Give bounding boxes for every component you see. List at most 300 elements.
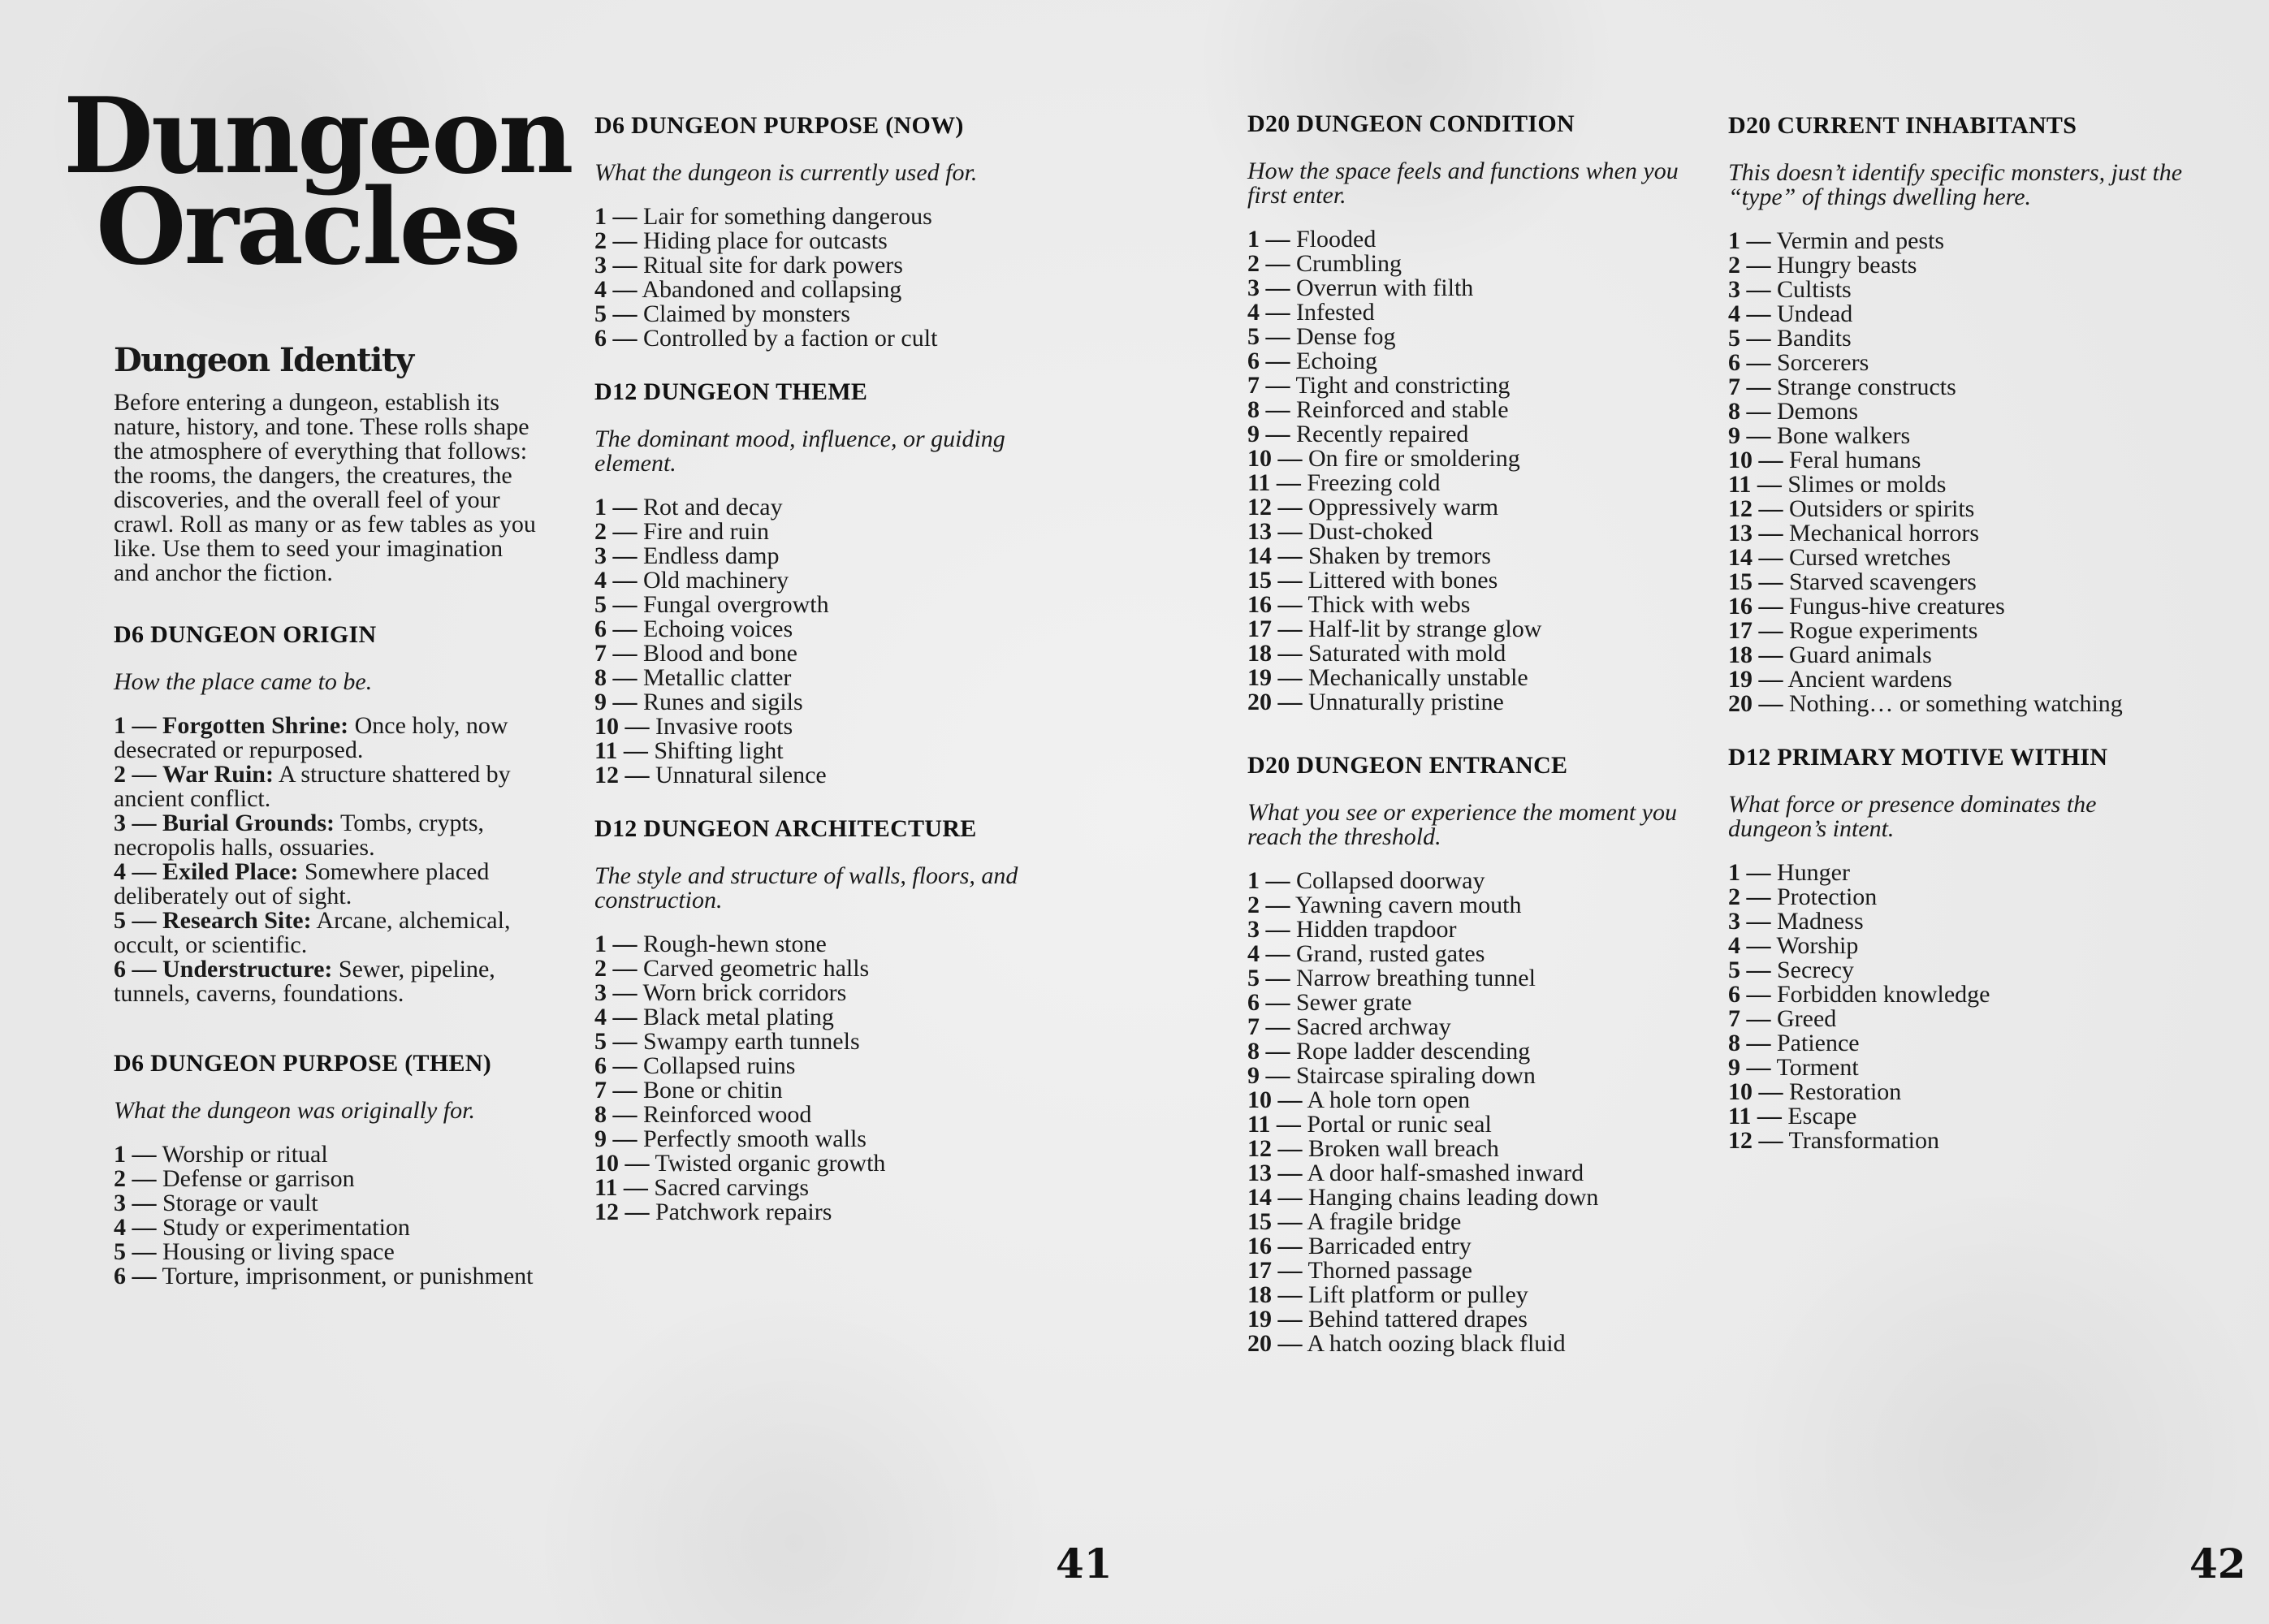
purpose-then-list — [114, 1142, 536, 1289]
condition-desc: How the space feels and functions when you first enter. — [1247, 158, 1679, 209]
list-item — [594, 229, 1025, 253]
item-text: Barricaded entry — [1308, 1233, 1472, 1259]
list-item — [1728, 546, 2183, 570]
item-text: Blood and bone — [643, 640, 797, 667]
item-text: Study or experimentation — [162, 1214, 410, 1241]
item-text: Freezing cold — [1307, 469, 1441, 496]
list-item — [1728, 861, 2183, 885]
list-item — [594, 520, 1025, 544]
list-item — [114, 1142, 536, 1167]
list-item — [594, 495, 1025, 520]
list-item — [1728, 424, 2183, 448]
item-text: Twisted organic growth — [655, 1150, 886, 1177]
item-number: 3 — — [594, 979, 637, 1006]
list-item — [1247, 349, 1686, 374]
list-item — [594, 1030, 1025, 1054]
list-item — [1247, 1039, 1686, 1064]
item-number: 5 — — [114, 907, 157, 934]
list-item — [1247, 1088, 1686, 1112]
item-text: Outsiders or spirits — [1789, 495, 1975, 522]
list-item — [1247, 1234, 1686, 1259]
page-title — [63, 76, 572, 288]
identity-heading: Dungeon Identity — [114, 341, 413, 379]
item-text: Behind tattered drapes — [1308, 1306, 1528, 1332]
item-number: 11 — — [594, 1174, 648, 1201]
list-item — [1728, 594, 2183, 619]
item-number: 18 — — [1247, 1281, 1303, 1308]
list-item — [1728, 229, 2183, 253]
list-item — [1247, 1112, 1686, 1137]
item-number: 3 — — [114, 1190, 157, 1216]
item-number: 9 — — [594, 1125, 637, 1152]
item-text: Sorcerers — [1777, 349, 1869, 376]
list-item — [594, 1005, 1025, 1030]
item-text: Patchwork repairs — [655, 1199, 832, 1225]
item-text: Collapsed doorway — [1296, 867, 1485, 894]
list-item — [1247, 495, 1686, 520]
item-number: 1 — — [114, 712, 157, 739]
motive-list — [1728, 861, 2183, 1153]
origin-desc: How the place came to be. — [114, 668, 373, 695]
inhabitants-list — [1728, 229, 2183, 716]
item-text: Narrow breathing tunnel — [1296, 965, 1536, 991]
purpose-then-desc: What the dungeon was originally for. — [114, 1097, 475, 1124]
list-item — [1247, 1161, 1686, 1186]
item-text: Forbidden knowledge — [1777, 981, 1990, 1008]
item-text: Recently repaired — [1296, 421, 1469, 447]
item-text: Oppressively warm — [1308, 494, 1499, 520]
item-number: 7 — — [594, 1077, 637, 1104]
item-number: 15 — — [1247, 1208, 1303, 1235]
list-item — [114, 811, 536, 860]
item-text: Abandoned and collapsing — [642, 276, 902, 303]
purpose-now-desc: What the dungeon is currently used for. — [594, 159, 978, 186]
list-item — [1247, 325, 1686, 349]
list-item — [1728, 448, 2183, 473]
list-item — [594, 1127, 1025, 1151]
item-number: 1 — — [594, 203, 637, 230]
list-item — [1247, 1210, 1686, 1234]
list-item — [114, 1191, 536, 1216]
item-label: Forgotten Shrine: — [162, 712, 349, 739]
list-item — [594, 1103, 1025, 1127]
item-number: 9 — — [1728, 1054, 1771, 1081]
list-item — [1247, 398, 1686, 422]
item-text: Echoing voices — [643, 615, 793, 642]
item-text: A hatch oozing black fluid — [1307, 1330, 1566, 1357]
list-item — [594, 932, 1025, 957]
item-text: Guard animals — [1789, 641, 1932, 668]
list-item — [594, 544, 1025, 568]
item-text: Hungry beasts — [1777, 252, 1917, 279]
list-item — [594, 957, 1025, 981]
condition-list — [1247, 227, 1686, 715]
list-item — [594, 739, 1025, 763]
list-item — [594, 568, 1025, 593]
list-item — [594, 1151, 1025, 1176]
item-text: Bandits — [1777, 325, 1852, 352]
item-number: 8 — — [1247, 396, 1290, 423]
item-number: 4 — — [1247, 299, 1290, 326]
item-number: 12 — — [594, 1199, 650, 1225]
list-item — [1247, 300, 1686, 325]
item-number: 16 — — [1247, 591, 1303, 618]
item-text: Thorned passage — [1307, 1257, 1472, 1284]
item-number: 7 — — [1247, 1013, 1290, 1040]
item-number: 12 — — [1728, 1127, 1783, 1154]
item-number: 1 — — [1728, 859, 1771, 886]
item-text: Shaken by tremors — [1308, 542, 1491, 569]
item-text: Escape — [1787, 1103, 1857, 1129]
item-text: Mechanical horrors — [1789, 520, 1980, 546]
list-item — [1247, 447, 1686, 471]
list-item — [1247, 1307, 1686, 1332]
list-item — [114, 860, 536, 909]
item-text: Undead — [1777, 300, 1853, 327]
item-number: 2 — — [114, 1165, 157, 1192]
item-number: 9 — — [594, 689, 637, 715]
item-text: Feral humans — [1789, 447, 1921, 473]
list-item — [1728, 278, 2183, 302]
item-number: 20 — — [1247, 689, 1303, 715]
item-number: 3 — — [1728, 276, 1771, 303]
item-number: 8 — — [594, 664, 637, 691]
item-text: Cursed wretches — [1789, 544, 1951, 571]
list-item — [1247, 641, 1686, 666]
item-number: 20 — — [1728, 690, 1783, 717]
item-text: Lift platform or pulley — [1308, 1281, 1528, 1308]
purpose-now-title: D6 DUNGEON PURPOSE (NOW) — [594, 112, 964, 139]
item-text: Worn brick corridors — [642, 979, 847, 1006]
item-number: 6 — — [594, 1052, 637, 1079]
item-text: A fragile bridge — [1307, 1208, 1462, 1235]
item-text: Runes and sigils — [643, 689, 803, 715]
list-item — [114, 714, 536, 762]
item-number: 10 — — [594, 1150, 650, 1177]
list-item — [1247, 520, 1686, 544]
item-number: 10 — — [1247, 445, 1303, 472]
list-item — [1247, 471, 1686, 495]
item-number: 18 — — [1247, 640, 1303, 667]
item-text: Mechanically unstable — [1308, 664, 1528, 691]
item-number: 20 — — [1247, 1330, 1303, 1357]
list-item — [114, 762, 536, 811]
item-number: 19 — — [1728, 666, 1783, 693]
item-number: 14 — — [1247, 542, 1303, 569]
item-text: A hole torn open — [1307, 1086, 1471, 1113]
item-number: 2 — — [594, 518, 637, 545]
list-item — [1247, 966, 1686, 991]
item-text: Flooded — [1296, 226, 1377, 253]
item-text: Starved scavengers — [1789, 568, 1977, 595]
item-text: Carved geometric halls — [643, 955, 870, 982]
list-item — [1728, 934, 2183, 958]
list-item — [1728, 1056, 2183, 1080]
list-item — [1247, 276, 1686, 300]
list-item — [114, 1167, 536, 1191]
list-item — [1728, 643, 2183, 667]
list-item — [114, 909, 536, 957]
origin-title: D6 DUNGEON ORIGIN — [114, 621, 377, 648]
item-text: Half-lit by strange glow — [1308, 615, 1542, 642]
item-text: Vermin and pests — [1776, 227, 1945, 254]
list-item — [1728, 692, 2183, 716]
item-number: 3 — — [1247, 274, 1290, 301]
inhabitants-title: D20 CURRENT INHABITANTS — [1728, 112, 2077, 139]
item-number: 6 — — [1247, 348, 1290, 374]
item-text: Demons — [1777, 398, 1858, 425]
item-number: 9 — — [1728, 422, 1771, 449]
item-text: Tight and constricting — [1295, 372, 1511, 399]
item-text: Broken wall breach — [1308, 1135, 1499, 1162]
item-number: 2 — — [1728, 252, 1771, 279]
item-text: Rot and decay — [643, 494, 783, 520]
item-text: Invasive roots — [655, 713, 793, 740]
item-text: Swampy earth tunnels — [643, 1028, 860, 1055]
list-item — [1728, 619, 2183, 643]
item-label: Exiled Place: — [162, 858, 299, 885]
item-number: 5 — — [1247, 965, 1290, 991]
item-number: 5 — — [594, 300, 637, 327]
list-item — [1247, 252, 1686, 276]
item-number: 9 — — [1247, 1062, 1290, 1089]
list-item — [1247, 1137, 1686, 1161]
item-number: 3 — — [1728, 908, 1771, 935]
item-number: 5 — — [1728, 325, 1771, 352]
item-number: 9 — — [1247, 421, 1290, 447]
item-text: Bone or chitin — [643, 1077, 783, 1104]
item-number: 4 — — [594, 276, 637, 303]
list-item — [1247, 617, 1686, 641]
item-number: 6 — — [1728, 349, 1771, 376]
item-text: Nothing… or something watching — [1789, 690, 2123, 717]
item-number: 18 — — [1728, 641, 1783, 668]
list-item — [594, 981, 1025, 1005]
item-text: Torment — [1776, 1054, 1859, 1081]
list-item — [114, 1240, 536, 1264]
item-text: Worship or ritual — [162, 1141, 328, 1168]
item-text: Grand, rusted gates — [1296, 940, 1485, 967]
item-number: 10 — — [1247, 1086, 1303, 1113]
item-number: 4 — — [594, 567, 637, 594]
item-number: 6 — — [114, 1263, 157, 1289]
list-item — [1728, 497, 2183, 521]
list-item — [1247, 942, 1686, 966]
item-text: Reinforced and stable — [1296, 396, 1509, 423]
theme-title: D12 DUNGEON THEME — [594, 378, 868, 405]
item-text: Controlled by a faction or cult — [643, 325, 938, 352]
item-number: 19 — — [1247, 1306, 1303, 1332]
item-number: 4 — — [114, 1214, 157, 1241]
list-item — [1728, 521, 2183, 546]
item-text: Black metal plating — [643, 1004, 834, 1030]
item-text: Overrun with filth — [1296, 274, 1474, 301]
item-text: Hiding place for outcasts — [643, 227, 888, 254]
item-number: 2 — — [1728, 883, 1771, 910]
item-number: 4 — — [1728, 932, 1771, 959]
item-text: Rough-hewn stone — [643, 931, 827, 957]
theme-desc: The dominant mood, influence, or guiding element. — [594, 425, 1005, 477]
list-item — [594, 253, 1025, 278]
architecture-title: D12 DUNGEON ARCHITECTURE — [594, 815, 977, 842]
list-item — [594, 302, 1025, 326]
list-item — [1728, 958, 2183, 983]
list-item — [1728, 375, 2183, 400]
item-text: Unnaturally pristine — [1308, 689, 1504, 715]
item-text: A structure shattered by ancient conflict. — [114, 761, 511, 812]
item-text: Cultists — [1777, 276, 1852, 303]
item-text: Bone walkers — [1777, 422, 1911, 449]
item-text: Secrecy — [1777, 957, 1854, 983]
list-item — [1728, 983, 2183, 1007]
list-item — [594, 205, 1025, 229]
item-text: Fungal overgrowth — [643, 591, 829, 618]
architecture-desc: The style and structure of walls, floors, and construction. — [594, 862, 1018, 914]
list-item — [1247, 1064, 1686, 1088]
item-number: 8 — — [1247, 1038, 1290, 1065]
item-text: Slimes or molds — [1787, 471, 1947, 498]
list-item — [1247, 666, 1686, 690]
list-item — [1247, 869, 1686, 893]
item-text: Rogue experiments — [1789, 617, 1978, 644]
item-text: Rope ladder descending — [1296, 1038, 1531, 1065]
item-number: 11 — — [1728, 471, 1782, 498]
list-item — [594, 593, 1025, 617]
item-text: Saturated with mold — [1308, 640, 1506, 667]
item-number: 1 — — [594, 494, 637, 520]
list-item — [1247, 1332, 1686, 1356]
item-text: Echoing — [1296, 348, 1377, 374]
item-number: 15 — — [1728, 568, 1783, 595]
item-number: 2 — — [594, 227, 637, 254]
entrance-desc: What you see or experience the moment you reach the threshold. — [1247, 799, 1677, 850]
architecture-list — [594, 932, 1025, 1224]
item-text: Once holy, now desecrated or repurposed. — [114, 712, 508, 763]
item-text: Yawning cavern mouth — [1294, 892, 1522, 918]
item-number: 11 — — [1728, 1103, 1782, 1129]
item-number: 10 — — [1728, 447, 1783, 473]
item-text: Sewer, pipeline, tunnels, caverns, foundations. — [114, 956, 495, 1007]
item-text: Hidden trapdoor — [1296, 916, 1457, 943]
list-item — [1247, 544, 1686, 568]
item-number: 11 — — [594, 737, 648, 764]
item-text: Worship — [1776, 932, 1859, 959]
item-text: Shifting light — [654, 737, 784, 764]
item-number: 6 — — [114, 956, 157, 983]
item-number: 19 — — [1247, 664, 1303, 691]
list-item — [594, 326, 1025, 351]
item-text: Collapsed ruins — [643, 1052, 796, 1079]
item-text: Madness — [1777, 908, 1864, 935]
list-item — [1728, 1104, 2183, 1129]
list-item — [1247, 690, 1686, 715]
list-item — [594, 1176, 1025, 1200]
page-number-left: 41 — [1056, 1540, 1113, 1587]
list-item — [1247, 1259, 1686, 1283]
page-number-right: 42 — [2189, 1540, 2246, 1587]
item-text: Portal or runic seal — [1307, 1111, 1492, 1138]
item-text: Sacred archway — [1296, 1013, 1451, 1040]
list-item — [594, 763, 1025, 788]
purpose-now-list — [594, 205, 1025, 351]
item-text: Ancient wardens — [1787, 666, 1952, 693]
list-item — [1728, 909, 2183, 934]
item-number: 6 — — [1728, 981, 1771, 1008]
item-number: 8 — — [1728, 398, 1771, 425]
item-text: Torture, imprisonment, or punishment — [162, 1263, 534, 1289]
item-number: 2 — — [1247, 892, 1290, 918]
item-number: 1 — — [594, 931, 637, 957]
item-number: 12 — — [1247, 1135, 1303, 1162]
item-number: 2 — — [1247, 250, 1290, 277]
list-item — [1247, 227, 1686, 252]
item-number: 5 — — [1728, 957, 1771, 983]
list-item — [1728, 302, 2183, 326]
item-number: 3 — — [1247, 916, 1290, 943]
item-number: 8 — — [1728, 1030, 1771, 1056]
list-item — [1728, 326, 2183, 351]
item-number: 5 — — [114, 1238, 157, 1265]
item-number: 12 — — [594, 762, 650, 788]
list-item — [1247, 991, 1686, 1015]
entrance-title: D20 DUNGEON ENTRANCE — [1247, 752, 1568, 779]
list-item — [1728, 570, 2183, 594]
item-number: 17 — — [1247, 615, 1303, 642]
item-text: Endless damp — [643, 542, 780, 569]
item-number: 17 — — [1247, 1257, 1303, 1284]
list-item — [1247, 1186, 1686, 1210]
item-number: 4 — — [1247, 940, 1290, 967]
item-number: 3 — — [594, 252, 637, 279]
item-number: 10 — — [594, 713, 650, 740]
item-text: Sewer grate — [1296, 989, 1412, 1016]
column-2 — [594, 112, 1025, 1224]
item-label: Research Site: — [162, 907, 312, 934]
list-item — [1247, 568, 1686, 593]
entrance-list — [1247, 869, 1686, 1356]
item-text: Staircase spiraling down — [1296, 1062, 1536, 1089]
column-4 — [1728, 112, 2183, 1153]
list-item — [594, 1078, 1025, 1103]
item-text: Dense fog — [1296, 323, 1396, 350]
item-number: 14 — — [1247, 1184, 1303, 1211]
list-item — [1247, 893, 1686, 918]
item-number: 8 — — [594, 1101, 637, 1128]
item-number: 7 — — [594, 640, 637, 667]
item-number: 6 — — [1247, 989, 1290, 1016]
list-item — [1728, 253, 2183, 278]
item-text: Arcane, alchemical, occult, or scientific. — [114, 907, 511, 958]
title-line-2: Oracles — [96, 166, 519, 288]
item-number: 6 — — [594, 615, 637, 642]
item-number: 13 — — [1247, 1160, 1303, 1186]
item-label: Understructure: — [162, 956, 333, 983]
list-item — [1247, 918, 1686, 942]
item-number: 17 — — [1728, 617, 1783, 644]
item-text: Transformation — [1788, 1127, 1940, 1154]
item-number: 5 — — [594, 1028, 637, 1055]
item-number: 4 — — [114, 858, 157, 885]
list-item — [1728, 885, 2183, 909]
item-number: 7 — — [1247, 372, 1290, 399]
theme-list — [594, 495, 1025, 788]
item-text: Crumbling — [1296, 250, 1402, 277]
item-text: Hunger — [1777, 859, 1850, 886]
list-item — [594, 690, 1025, 715]
inhabitants-desc: This doesn’t identify specific monsters, just the “type” of things dwelling here. — [1728, 159, 2183, 210]
item-number: 4 — — [1728, 300, 1771, 327]
list-item — [594, 1200, 1025, 1224]
